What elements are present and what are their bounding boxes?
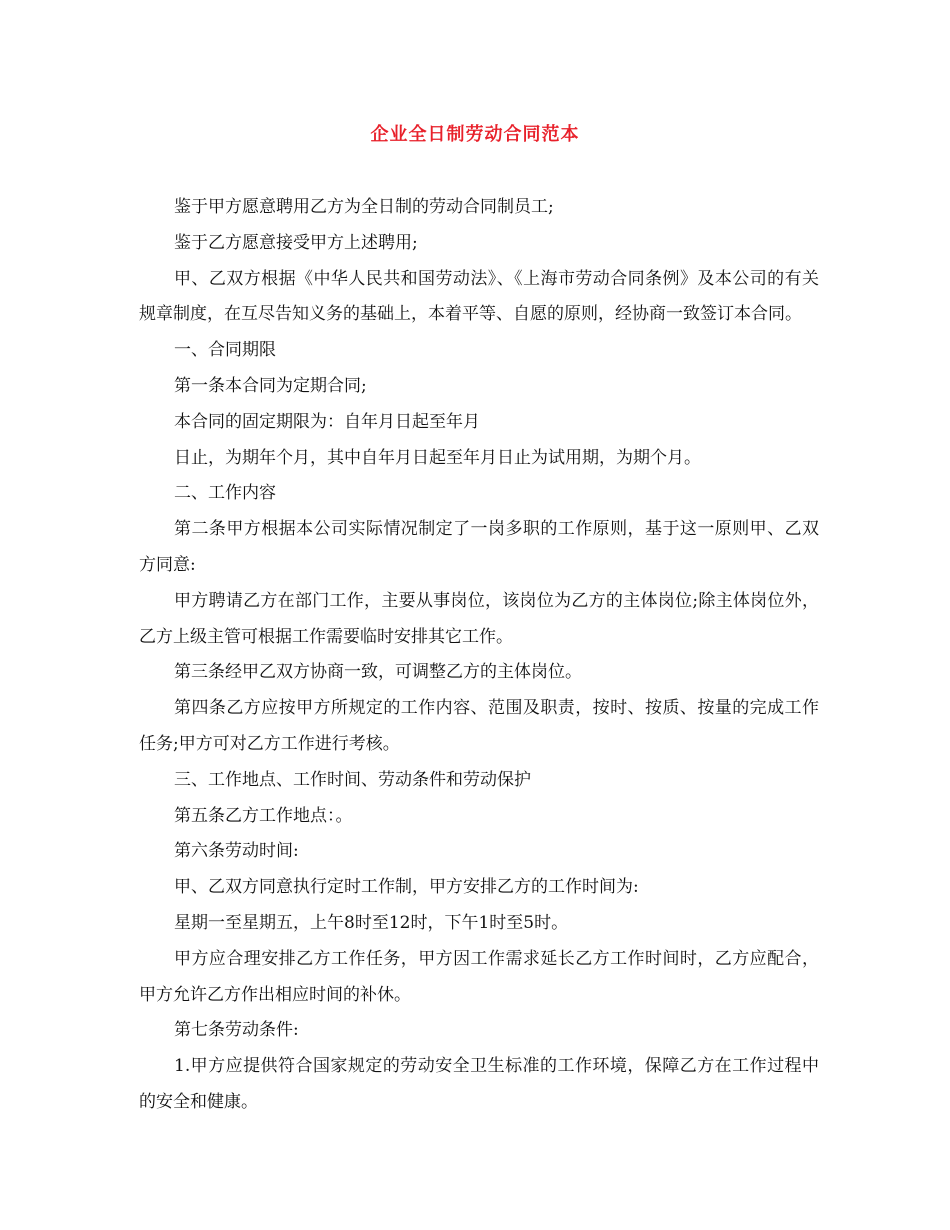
paragraph: 鉴于甲方愿意聘用乙方为全日制的劳动合同制员工;: [174, 197, 554, 217]
paragraph: 甲方聘请乙方在部门工作，主要从事岗位，该岗位为乙方的主体岗位;除主体岗位外，乙方上级主管可根据工作需要临时安排其它工作。: [139, 590, 819, 647]
paragraph: 甲、乙双方根据《中华人民共和国劳动法》、《上海市劳动合同条例》及本公司的有关规章制度，在互尽告知义务的基础上，本着平等、自愿的原则，经协商一致签订本合同。: [139, 268, 819, 325]
document-body: [139, 190, 819, 1121]
paragraph: 第二条甲方根据本公司实际情况制定了一岗多职的工作原则，基于这一原则甲、乙双方同意:: [139, 519, 819, 575]
section-heading: 二、工作内容: [174, 483, 276, 504]
paragraph: 星期一至星期五，上午8时至12时，下午1时至5时。: [174, 912, 569, 933]
section-heading: 一、合同期限: [174, 340, 276, 361]
paragraph: 第四条乙方应按甲方所规定的工作内容、范围及职责，按时、按质、按量的完成工作任务;甲方可对乙方工作进行考核。: [139, 698, 819, 754]
paragraph: 第六条劳动时间:: [174, 841, 299, 862]
paragraph: 鉴于乙方愿意接受甲方上述聘用;: [174, 232, 418, 253]
paragraph: 甲方应合理安排乙方工作任务，甲方因工作需求延长乙方工作时间时，乙方应配合，甲方允许乙方作出相应时间的补休。: [139, 948, 819, 1005]
paragraph: 1.甲方应提供符合国家规定的劳动安全卫生标准的工作环境，保障乙方在工作过程中的安全和健康。: [139, 1056, 819, 1112]
paragraph: 第一条本合同为定期合同;: [174, 375, 367, 396]
paragraph: 第七条劳动条件:: [174, 1020, 299, 1041]
paragraph: 日止，为期年个月，其中自年月日起至年月日止为试用期，为期个月。: [174, 447, 701, 468]
paragraph: 第五条乙方工作地点：。: [174, 805, 353, 826]
paragraph: 第三条经甲乙双方协商一致，可调整乙方的主体岗位。: [174, 662, 582, 683]
document-title: 企业全日制劳动合同范本: [370, 124, 580, 145]
paragraph: 甲、乙双方同意执行定时工作制，甲方安排乙方的工作时间为:: [174, 877, 639, 898]
paragraph: 本合同的固定期限为：自年月日起至年月: [174, 411, 480, 432]
section-heading: 三、工作地点、工作时间、劳动条件和劳动保护: [174, 769, 531, 790]
